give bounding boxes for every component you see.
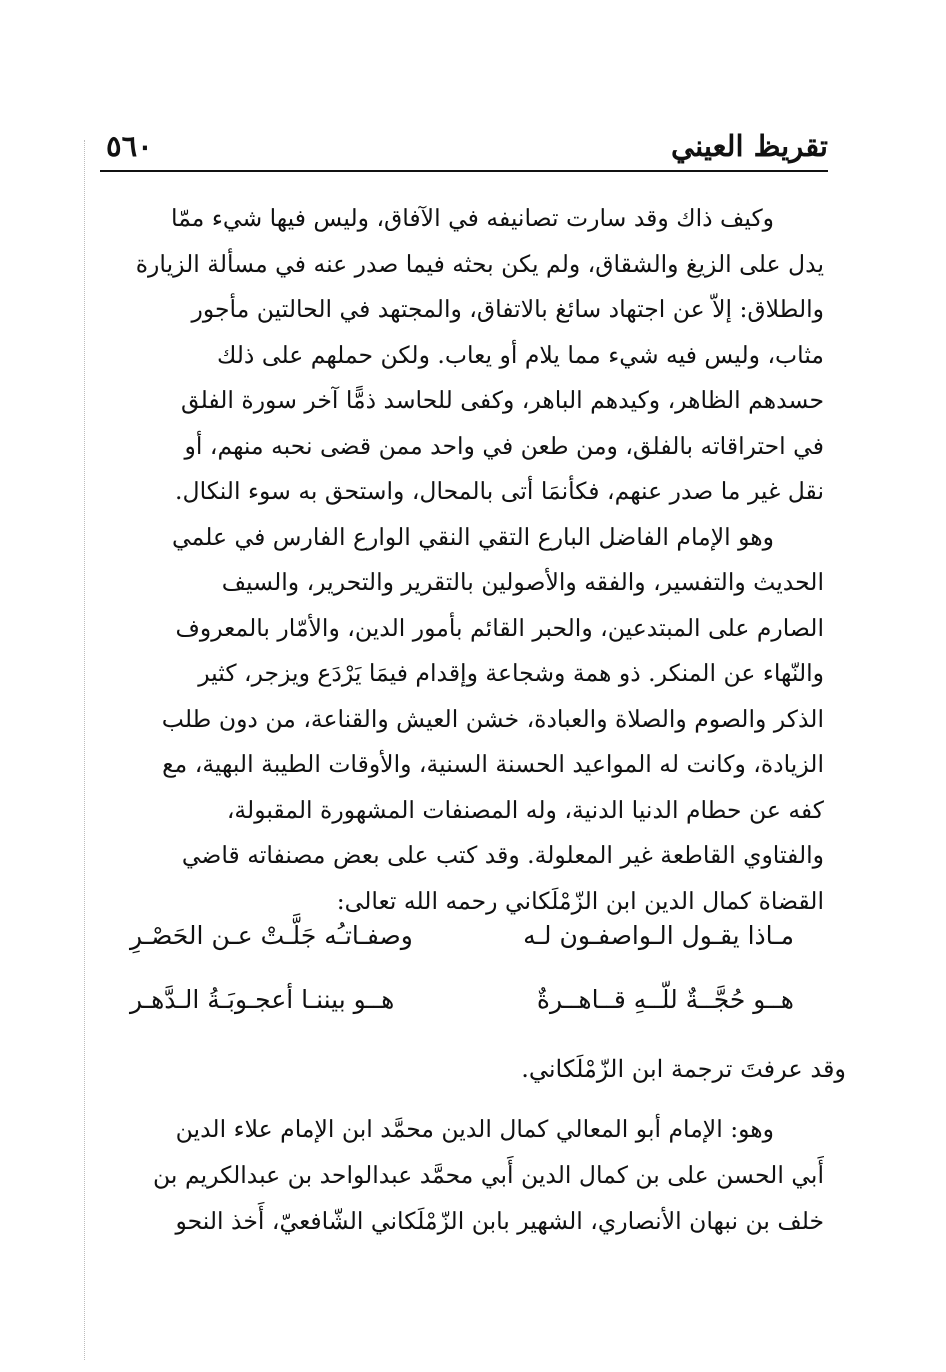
text-line: والفتاوي القاطعة غير المعلولة. وقد كتب على بعض مصنفاته قاضي bbox=[181, 841, 824, 869]
text-line: والنّهاء عن المنكر. ذو همة وشجاعة وإقدام فيمَا يَرْدَع ويزجر، كثير bbox=[198, 659, 824, 687]
poem-verse bbox=[100, 908, 824, 972]
text-line: وهو الإمام الفاضل البارع التقي النقي الوارع الفارس في علمي bbox=[172, 522, 774, 551]
text-line: الذكر والصوم والصلاة والعبادة، خشن العيش والقناعة، من دون طلب bbox=[161, 704, 824, 733]
paragraph-3 bbox=[100, 1106, 824, 1244]
text-line: خلف بن نبهان الأنصاري، الشهير بابن الزّمْلَكاني الشّافعيّ، أَخذ النحو bbox=[175, 1207, 824, 1235]
text-line: مثاب، وليس فيه شيء مما يلام أو يعاب. ولكن حملهم على ذلك bbox=[216, 340, 824, 369]
poem-hemistich-first: هــو حُجَّــةٌ للّــهِ قــاهــرةٌ bbox=[536, 985, 794, 1014]
text-line: الصارم على المبتدعين، والحبر القائم بأمور الدين، والأمّار بالمعروف bbox=[175, 613, 824, 642]
paragraph-1 bbox=[100, 196, 824, 515]
text-line: الزيادة، وكانت له المواعيد الحسنة السنية، والأوقات الطيبة البهية، مع bbox=[162, 750, 824, 778]
text-line: حسدهم الظاهر، وكيدهم الباهر، وكفى للحاسد ذمًّا آخر سورة الفلق bbox=[180, 386, 824, 414]
text-line: كفه عن حطام الدنيا الدنية، وله المصنفات المشهورة المقبولة، bbox=[226, 795, 824, 824]
poem-hemistich-second: وصفـاتـُه جَلَّـتْ عـن الحَصْـرِ bbox=[130, 921, 413, 950]
scan-margin-dots bbox=[84, 140, 89, 1360]
main-text bbox=[100, 196, 824, 924]
header-rule bbox=[100, 170, 828, 172]
text-line: أَبي الحسن على بن كمال الدين أَبي محمَّد عبدالواحد بن عبدالكريم بن bbox=[153, 1161, 824, 1189]
page-number: ٥٦٠ bbox=[106, 129, 153, 163]
text-line: في احتراقاته بالفلق، ومن طعن في واحد ممن قضى نحبه منهم، أو bbox=[184, 431, 824, 460]
poem-verse bbox=[100, 972, 824, 1036]
poem bbox=[100, 908, 824, 1036]
page-header bbox=[100, 126, 828, 170]
cross-reference-note: وقد عرفتَ ترجمة ابن الزّمْلَكاني. bbox=[521, 1055, 846, 1083]
text-line: يدل على الزيغ والشقاق، ولم يكن بحثه فيما صدر عنه في مسألة الزيارة bbox=[135, 249, 824, 278]
poem-hemistich-first: مـاذا يقـول الـواصفـون لـه bbox=[523, 921, 794, 950]
poem-hemistich-second: هــو بيننـا أعجـوبَـةُ الـدَّهـر bbox=[130, 985, 395, 1014]
text-line: والطلاق: إلاّ عن اجتهاد سائغ بالاتفاق، والمجتهد في الحالتين مأجور bbox=[191, 295, 824, 323]
text-line: الحديث والتفسير، والفقه والأصولين بالتقرير والتحرير، والسيف bbox=[221, 568, 824, 596]
text-line: نقل غير ما صدر عنهم، فكأنمَا أتى بالمحال، واستحق به سوء النكال. bbox=[175, 477, 824, 505]
running-title: تقريظ العيني bbox=[671, 129, 828, 163]
text-line: وهو: الإمام أبو المعالي كمال الدين محمَّد ابن الإمام علاء الدين bbox=[175, 1115, 774, 1143]
paragraph-2 bbox=[100, 515, 824, 925]
text-line: وكيف ذاك وقد سارت تصانيفه في الآفاق، وليس فيها شيء ممّا bbox=[171, 204, 774, 232]
text-line: القضاة كمال الدين ابن الزّمْلَكاني رحمه الله تعالى: bbox=[336, 886, 824, 915]
